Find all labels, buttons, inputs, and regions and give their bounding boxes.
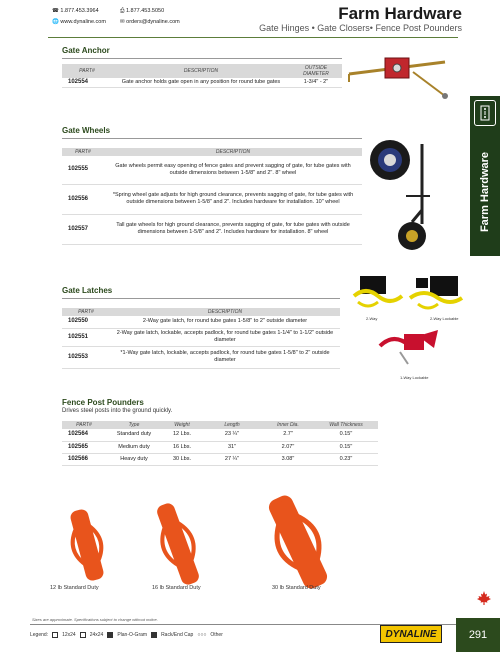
hinge-icon [474,100,496,126]
pounders-subtitle: Drives steel posts into the ground quickly. [62,408,173,414]
phone-icon: ☎ [52,8,61,14]
inner-diameter: 3.08" [262,453,314,465]
description: Gate wheels permit easy opening of fence gates and prevent sagging of gate, for tube gates with outside dimensions between 1-5/8" and 2". 8" wheel [104,156,362,184]
col-header: PART# [62,64,112,78]
legend-12x24-icon [52,632,58,638]
gate-latches-table [62,308,340,369]
table-row [62,214,362,244]
description: Gate anchor holds gate open in any position for round tube gates [112,78,290,88]
length: 27 ¼" [202,453,262,465]
phone-number: 1.877.453.3964 [60,8,99,14]
pounder-caption: 16 lb Standard Duty [152,585,201,591]
part-number: 102565 [62,441,106,453]
section-rule [62,298,340,299]
description: Tall gate wheels for high ground clearance, prevents sagging of gate, for tube gates with outside dimensions between 1-5/8" and 2". Includes hardware for installation. 8" wheel [104,214,362,244]
type: Standard duty [106,429,162,441]
col-header: PART# [62,148,104,156]
email-icon: ✉ [120,19,127,25]
email-link[interactable]: orders@dynaline.com [126,19,180,25]
pounder-caption: 30 lb Standard Duty [272,585,321,591]
table-row [62,441,378,453]
legend-label: Legend: [30,632,49,638]
table-row [62,429,378,441]
part-number: 102557 [62,214,104,244]
col-header: Length [202,421,262,429]
type: Heavy duty [106,453,162,465]
table-row [62,78,342,88]
legend-item: Plan-O-Gram [117,632,148,638]
wall-thickness: 0.23" [314,453,378,465]
page-title: Farm Hardware [338,4,462,23]
legend-item: Rack/End Cap [161,632,194,638]
latch-label: 1-Way Lockable [400,375,429,380]
table-row [62,328,340,346]
section-rule [62,138,362,139]
weight: 16 Lbs. [162,441,202,453]
inner-diameter: 2.7" [262,429,314,441]
table-row [62,346,340,368]
col-header: DESCRIPTION [110,308,340,316]
col-header: Type [106,421,162,429]
brand-logo: DYNALINE [380,625,442,643]
pounder-30lb-image [258,492,338,592]
footer-note: Sizes are approximate. Specifications subject to change without notice. [32,617,158,622]
latch-1way-lockable-image [378,326,442,372]
type: Medium duty [106,441,162,453]
pounder-caption: 12 lb Standard Duty [50,585,99,591]
legend-planogram-icon [107,632,113,638]
gate-anchor-table [62,64,342,88]
pounder-16lb-image [148,500,208,588]
fax-icon: ⎙ [120,8,126,14]
legend [30,632,223,638]
side-tab-label: Farm Hardware [479,151,491,233]
legend-other-icon: ○○○ [197,632,207,638]
weight: 30 Lbs. [162,453,202,465]
description: 2-Way gate latch, lockable, accepts padlock, for round tube gates 1-1/4" to 1-1/2" outside diameter [110,328,340,346]
part-number: 102564 [62,429,106,441]
description: 2-Way gate latch, for round tube gates 1-5/8" to 2" outside diameter [110,316,340,328]
gate-latches-title: Gate Latches [62,286,113,295]
col-header: DESCRIPTION [112,64,290,78]
page-subtitle: Gate Hinges • Gate Closers• Fence Post Pounders [259,23,462,33]
pounders-title: Fence Post Pounders [62,398,144,407]
table-row [62,184,362,214]
legend-item: 24x24 [89,632,104,638]
part-number: 102554 [62,78,112,88]
latch-2way-lockable-image [408,272,468,316]
legend-24x24-icon [80,632,86,638]
outside-diameter: 1-3/4" - 2" [290,78,342,88]
col-header: PART# [62,308,110,316]
part-number: 102566 [62,453,106,465]
legend-rack-icon [151,632,157,638]
wall-thickness: 0.15" [314,441,378,453]
table-row [62,316,340,328]
description: *Spring wheel gate adjusts for high ground clearance, prevents sagging of gate, for tube gates with outside dimensions between 1-5/8" and 2". Includes hardware for installation. 10" wheel [104,184,362,214]
wall-thickness: 0.15" [314,429,378,441]
col-header: OUTSIDE DIAMETER [290,64,342,78]
weight: 12 Lbs. [162,429,202,441]
latch-2way-image [350,272,406,316]
inner-diameter: 2.07" [262,441,314,453]
pounders-table [62,421,378,466]
col-header: Wall Thickness [314,421,378,429]
part-number: 102553 [62,346,110,368]
col-header: Inner Dia. [262,421,314,429]
latch-label: 2-Way [366,316,378,321]
header-divider [48,37,458,38]
side-tab[interactable] [470,96,500,256]
part-number: 102555 [62,156,104,184]
fax-number: 1.877.453.5050 [125,8,165,14]
part-number: 102556 [62,184,104,214]
gate-wheel-image [366,134,446,254]
col-header: Weight [162,421,202,429]
part-number: 102551 [62,328,110,346]
part-number: 102550 [62,316,110,328]
legend-item: 12x24 [62,632,76,638]
col-header: PART# [62,421,106,429]
maple-leaf-icon [476,590,492,606]
gate-anchor-title: Gate Anchor [62,46,110,55]
col-header: DESCRIPTION [104,148,362,156]
description: *1-Way gate latch, lockable, accepts padlock, for round tube gates 1-5/8" to 2" outside diameter [110,346,340,368]
gate-wheels-table [62,148,362,245]
website-link[interactable]: www.dynaline.com [60,19,106,25]
length: 23 ¼" [202,429,262,441]
globe-icon: 🌐 [52,19,61,25]
pounder-12lb-image [62,505,112,585]
table-row [62,453,378,465]
gate-wheels-title: Gate Wheels [62,126,111,135]
page-number: 291 [456,618,500,652]
gate-anchor-image [345,44,453,100]
section-rule [62,58,342,59]
latch-label: 2-Way Lockable [430,316,459,321]
table-row [62,156,362,184]
legend-item: Other [210,632,223,638]
length: 31" [202,441,262,453]
